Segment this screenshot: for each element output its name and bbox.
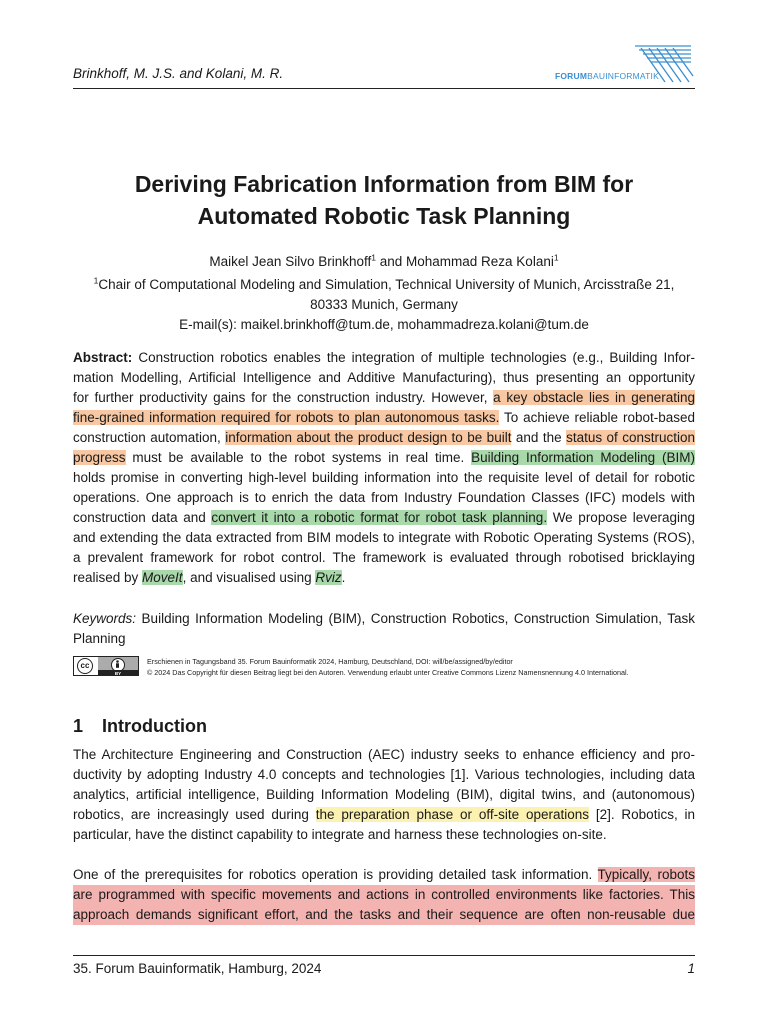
abstract-label: Abstract: [73, 350, 133, 365]
abstract [73, 348, 695, 588]
by-block [98, 657, 138, 675]
highlight-green: Building Information Modeling (BIM) [471, 450, 695, 465]
highlight-red: approach demands significant effort, and the tasks and their sequence are often non-reusable due [73, 905, 695, 925]
body-line: particular, have the distinct capability to integrate and harness these technologies on-site. [73, 827, 607, 842]
highlight-green: convert it into a robotic format for robot task planning. [211, 510, 548, 525]
body-line: One of the prerequisites for robotics operation is providing detailed task information. Typically, robots [73, 867, 695, 882]
highlight-orange: fine-grained information required for robots to plan autonomous tasks. [73, 410, 500, 425]
abstract-line: construction data and convert it into a robotic format for robot task planning. We propose leveraging [73, 510, 695, 525]
author-1-affil-mark: 1 [371, 252, 376, 263]
footer-venue: 35. Forum Bauinformatik, Hamburg, 2024 [73, 961, 322, 976]
cc-icon: cc [77, 658, 93, 674]
affil-mark: 1 [93, 275, 99, 286]
abstract-line: operations. One approach is to enrich the data from Industry Foundation Classes (IFC) models with [73, 490, 695, 505]
logo-stripes-icon [631, 44, 695, 84]
body-line: robotics, are increasingly used during the preparation phase or off-site operations [2]. Robotics, in [73, 807, 696, 822]
author-1: Maikel Jean Silvo Brinkhoff [209, 254, 372, 269]
forum-bauinformatik-logo [525, 44, 695, 84]
paper-title [73, 168, 695, 232]
author-emails: E-mail(s): maikel.brinkhoff@tum.de, mohammadreza.kolani@tum.de [179, 317, 589, 332]
intro-paragraph-1 [73, 745, 695, 845]
keywords-line: Planning [73, 631, 126, 646]
highlight-red: are programmed with specific movements and actions in controlled environments like factories. This [73, 885, 695, 905]
affil-line-2: 80333 Munich, Germany [310, 297, 458, 312]
abstract-line: for further productivity gains for the construction industry. However, a key obstacle lies in generating [73, 390, 695, 405]
running-head-authors: Brinkhoff, M. J.S. and Kolani, M. R. [73, 66, 284, 81]
abstract-line: realised by MoveIt, and visualised using Rviz. [73, 570, 346, 585]
highlight-orange: progress [73, 450, 126, 465]
author-names [73, 254, 695, 269]
abstract-line: and extending the data extracted from BIM models to integrate with Robotic Operating Systems (ROS), [73, 530, 695, 545]
affil-line-1: Chair of Computational Modeling and Simulation, Technical University of Munich, Arcisstraße 21, [98, 277, 675, 292]
body-line: analytics, artificial intelligence, Building Information Modeling (BIM), digital twins, and (autonomous) [73, 787, 695, 802]
highlight-orange: information about the product design to be built [225, 430, 512, 445]
affiliation [73, 275, 695, 315]
page-number: 1 [687, 961, 695, 976]
body-line: ductivity by adopting Industry 4.0 concepts and technologies [1]. Various technologies, including data [73, 767, 695, 782]
highlight-orange: a key obstacle lies in generating [493, 390, 695, 405]
abstract-line: mation Modelling, Artificial Intelligence and Additive Manufacturing), thus presenting an opportunity [73, 370, 695, 385]
author-2-affil-mark: 1 [553, 252, 559, 263]
abstract-line: construction automation, information about the product design to be built and the status of construction [73, 430, 695, 445]
keywords-line: Keywords: Building Information Modeling (BIM), Construction Robotics, Construction Simulation, Task [73, 611, 695, 626]
section-number: 1 [73, 716, 84, 736]
body-line: The Architecture Engineering and Construction (AEC) industry seeks to enhance efficiency and pro- [73, 747, 695, 762]
highlight-orange: status of construction [566, 430, 695, 445]
logo-text-bold: FORUM [554, 71, 588, 81]
title-line-2: Automated Robotic Task Planning [197, 203, 571, 229]
license-line-2: © 2024 Das Copyright für diesen Beitrag liegt bei den Autoren. Verwendung erlaubt unter Creative Commons Lizenz Namensnennung 4.0 International. [147, 667, 629, 677]
abstract-line: progress must be available to the robot systems in real time. Building Information Modeling (BIM) [73, 450, 695, 465]
keywords-label: Keywords: [73, 611, 137, 626]
highlight-yellow: the preparation phase or off-site operations [315, 807, 590, 822]
abstract-line: Abstract: Construction robotics enables the integration of multiple technologies (e.g., Building Infor- [73, 350, 695, 365]
cc-by-license-badge[interactable] [73, 656, 139, 676]
highlight-green: Rviz [315, 570, 342, 585]
highlight-red: Typically, robots [597, 867, 695, 882]
by-label: BY [114, 671, 122, 676]
abstract-line: holds promise in converting high-level building information into the requisite level of detail for robotic [73, 470, 695, 485]
abstract-line: a prevalent framework for robot control. The framework is evaluated through robotised bricklaying [73, 550, 695, 565]
section-heading [73, 716, 207, 737]
abstract-line: fine-grained information required for robots to plan autonomous tasks. To achieve reliable robot-based [73, 410, 695, 425]
logo-text-light: BAUINFORMATIK [587, 71, 659, 81]
page-footer [73, 955, 695, 982]
highlight-green: MoveIt [142, 570, 183, 585]
intro-paragraph-2 [73, 865, 695, 925]
section-title: Introduction [102, 716, 207, 736]
title-line-1: Deriving Fabrication Information from BIM for [134, 171, 634, 197]
license-line-1: Erschienen in Tagungsband 35. Forum Bauinformatik 2024, Hamburg, Deutschland, DOI: will/be/assigned/by/editor [147, 657, 513, 666]
page-header [73, 44, 695, 89]
license-text [147, 657, 629, 678]
keywords [73, 609, 695, 649]
author-2: and Mohammad Reza Kolani [375, 254, 554, 269]
